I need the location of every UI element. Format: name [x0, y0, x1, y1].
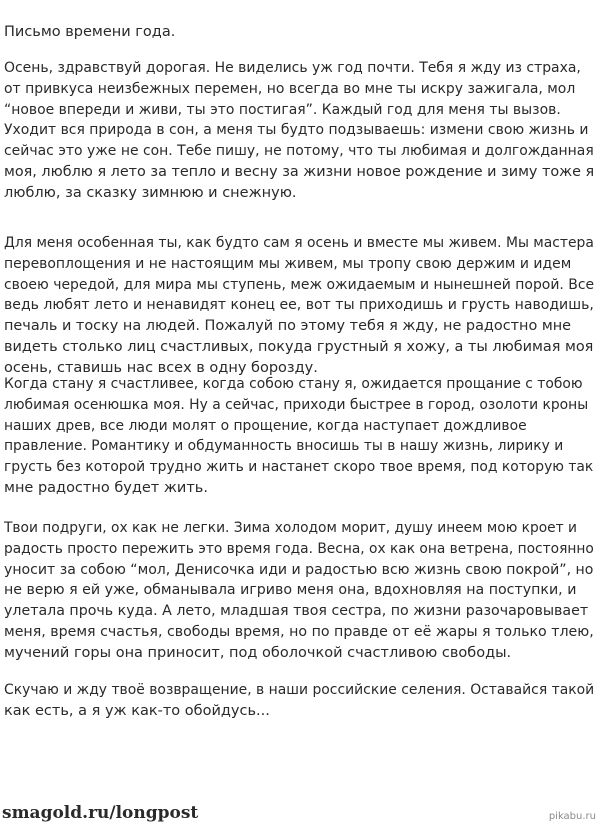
paragraph-line: печаль и тоску на людей. Пожалуй по этому тебя я жду, не радостно мне [4, 318, 572, 335]
paragraph-line: Когда стану я счастливее, когда собою стану я, ожидается прощание с тобою [4, 376, 583, 392]
paragraph-line: от привкуса неизбежных перемен, но всегда во мне ты искру зажигала, мол [4, 80, 576, 97]
paragraph-line: радость просто пережить это время года. Весна, ох как она ветрена, постоянно [4, 540, 594, 557]
paragraph-1 [4, 58, 594, 204]
paragraph-line: мучений горы она приносит, под оболочкой счастливою свободы. [4, 644, 512, 661]
paragraph-line: как есть, а я уж как-то обойдусь... [4, 702, 270, 719]
paragraph-line: Для меня особенная ты, как будто сам я осень и вместе мы живем. Мы мастера [4, 235, 594, 251]
paragraph-line: видеть столько лиц счастливых, покуда грустный я хожу, а ты любимая моя [4, 338, 594, 355]
paragraph-line: своею чередой, для мира мы ступень, меж ожидаемым и нынешней порой. Все [4, 276, 595, 293]
paragraph-line: Уходит вся природа в сон, а меня ты будто подзываешь: измени свою жизнь и [4, 122, 589, 139]
paragraph-line: сейчас это уже не сон. Тебе пишу, не потому, что ты любимая и долгожданная [4, 143, 594, 160]
paragraph-line: наших древ, все люди молят о прощение, когда наступает дождливое [4, 417, 527, 434]
paragraph-line: перевоплощения и не настоящим мы живем, мы тропу свою держим и идем [4, 255, 572, 272]
letter-title: Письмо времени года. [4, 24, 176, 40]
paragraph-5 [4, 680, 594, 722]
source-link[interactable]: smagold.ru/longpost [2, 803, 199, 823]
paragraph-line: правление. Романтику и обдуманность вносишь ты в нашу жизнь, лирику и [4, 438, 564, 455]
paragraph-line: осень, ставишь нас всех в одну борозду. [4, 359, 318, 376]
site-watermark: pikabu.ru [548, 811, 596, 822]
paragraph-4 [4, 518, 594, 664]
paragraph-line: люблю, за сказку зимнюю и снежную. [4, 184, 297, 201]
paragraph-line: меня, время счастья, свободы время, но по правде от её жары я только тлею, [4, 623, 594, 640]
paragraph-line: не верю я ей уже, обманывала игриво меня она, вдохновляя на поступки, и [4, 582, 577, 599]
paragraph-line: “новое впереди и живи, ты это постигая”. Каждый год для меня ты вызов. [4, 101, 561, 118]
paragraph-line: улетала прочь куда. А лето, младшая твоя сестра, по жизни разочаровывает [4, 603, 589, 620]
paragraph-3 [4, 374, 593, 499]
paragraph-line: грусть без которой трудно жить и настанет скоро твое время, под которую так [4, 459, 594, 476]
paragraph-line: моя, люблю я лето за тепло и весну за жизни новое рождение и зиму тоже я [4, 163, 595, 180]
paragraph-line: Твои подруги, ох как не легки. Зима холодом морит, душу инеем мою кроет и [4, 520, 577, 536]
paragraph-line: Скучаю и жду твоё возвращение, в наши российские селения. Оставайся такой [4, 682, 595, 698]
paragraph-line: Осень, здравствуй дорогая. Не виделись уж год почти. Тебя я жду из страха, [4, 60, 581, 76]
paragraph-line: ведь любят лето и ненавидят конец ее, вот ты приходишь и грусть наводишь, [4, 297, 594, 314]
paragraph-line: уносит за собою “мол, Денисочка иди и радостью всю жизнь свою покрой”, но [4, 561, 594, 578]
paragraph-2 [4, 233, 594, 379]
paragraph-line: мне радостно будет жить. [4, 479, 208, 496]
paragraph-line: любимая осенюшка моя. Ну а сейчас, приходи быстрее в город, озолоти кроны [4, 396, 589, 413]
